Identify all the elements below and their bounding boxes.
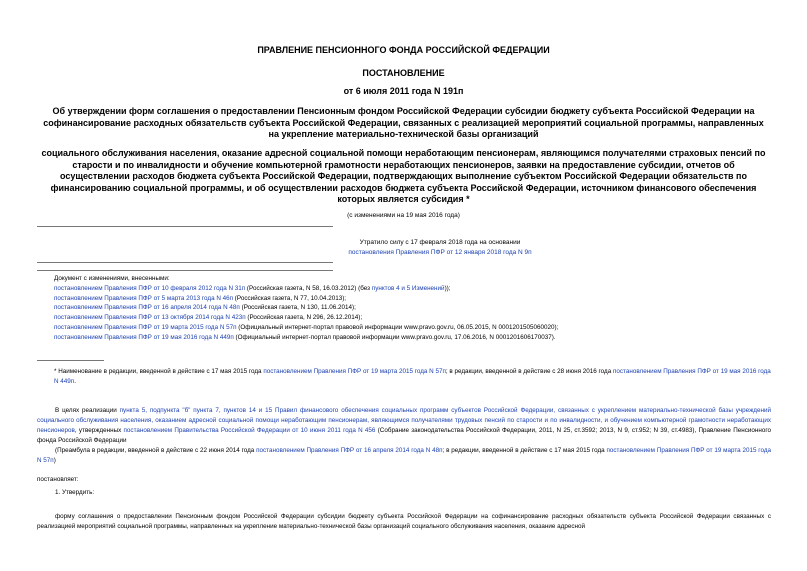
editor-source: (Российская газета, N 58, 16.03.2012) (без bbox=[245, 284, 372, 292]
changes-note: (с изменениями на 19 мая 2016 года) bbox=[347, 212, 460, 219]
paragraph-text: , утвержденных bbox=[74, 427, 124, 434]
editor-source: (Российская газета, N 296, 26.12.2014); bbox=[245, 314, 363, 322]
footnote-text: . bbox=[74, 377, 76, 385]
editor-source: (Официальный интернет-портал правовой информации www.pravo.gov.ru, 17.06.2016, N 0001201606170037). bbox=[233, 333, 556, 341]
editor-source: (Российская газета, N 77, 10.04.2013); bbox=[233, 294, 347, 302]
editor-link[interactable]: постановлением Правления ПФР от 16 апреля 2014 года N 48п bbox=[54, 304, 240, 312]
edit-link[interactable]: постановлением Правления ПФР от 19 марта 2015 года N 57п bbox=[37, 447, 772, 464]
editors-heading: Документ с изменениями, внесенными: bbox=[54, 275, 170, 282]
rules-link[interactable]: пункта 5, подпункта "б" пункта 7, пунктов 14 и 15 Правил финансового обеспечения социальных программ субъектов Российской Федерации, связанных с укреплением материально-технической базы учреждений социального обслуживания населения, оказанием адресной социальной помощи неработающим пенсионерам, являющимся получателями трудовых пенсий по старости и по инвалидности, и обучением компьютерной грамотности неработающих пенсионеров bbox=[37, 407, 771, 434]
list-item bbox=[54, 323, 794, 333]
editor-link[interactable]: постановлением Правления ПФР от 19 марта 2015 года N 57п bbox=[54, 323, 237, 331]
approve-item: 1. Утвердить: bbox=[55, 489, 95, 496]
approved-form-paragraph: форму соглашения о предоставлении Пенсионным фондом Российской Федерации субсидии бюджету субъекта Российской Федерации на софинансирование расходных обязательств субъекта Российской Федерации связанных с реализацией мероприятий социальной программы, направленных на укрепление материально-технической базы организаций социального обслуживания населения, оказание адресной bbox=[37, 513, 771, 530]
editor-source: (Российская газета, N 130, 11.06.2014); bbox=[239, 304, 356, 312]
list-item bbox=[54, 294, 794, 304]
footnote-text: ; в редакции, введенной в действие с 28 июня 2016 года bbox=[445, 368, 613, 375]
divider bbox=[37, 262, 333, 263]
list-item bbox=[54, 284, 794, 294]
document-type: ПОСТАНОВЛЕНИЕ bbox=[362, 68, 445, 78]
editor-link[interactable]: постановлением Правления ПФР от 13 октября 2014 года N 423п bbox=[54, 314, 246, 322]
footnote-divider bbox=[37, 360, 104, 361]
divider bbox=[37, 270, 333, 271]
edit-link[interactable]: постановлением Правления ПФР от 16 апреля 2014 года N 48п bbox=[256, 447, 443, 454]
list-item bbox=[54, 313, 794, 323]
paragraph-text: ) bbox=[53, 457, 56, 464]
footnote bbox=[54, 367, 774, 387]
paragraph-text: В целях реализации bbox=[55, 407, 120, 414]
expired-link[interactable]: постановления Правления ПФР от 12 января 2018 года N 9п bbox=[348, 248, 532, 256]
editor-link[interactable]: постановлением Правления ПФР от 5 марта 2013 года N 46п bbox=[54, 294, 234, 302]
expired-notice bbox=[290, 238, 590, 257]
preamble-paragraph bbox=[37, 406, 771, 446]
document-subtitle: социального обслуживания населения, оказание адресной социальной помощи неработающим пенсионерам, являющимся получателями страховых пенсий по старости и по инвалидности и обучение компьютерной грамотности неработающих пенсионеров, заявки на предоставление субсидии, отчетов об осуществлении расходов бюджета субъекта Российской Федерации, подтверждающих выполнение субъектом Российской Федерации обязательств по финансированию социальной программы, и об осуществлении расходов бюджета субъекта Российской Федерации, источником финансового обеспечения которых является субсидия * bbox=[41, 148, 766, 204]
editor-link[interactable]: постановлением Правления ПФР от 19 мая 2016 года N 449п bbox=[54, 333, 234, 341]
editor-link[interactable]: постановлением Правления ПФР от 10 февраля 2012 года N 31п bbox=[54, 284, 246, 292]
editor-tail: )); bbox=[444, 284, 451, 292]
footnote-link[interactable]: постановлением Правления ПФР от 19 мая 2016 года N 449п bbox=[54, 368, 771, 385]
list-item bbox=[54, 333, 794, 343]
paragraph-text: ; в редакции, введенной в действие с 17 мая 2015 года bbox=[442, 447, 607, 454]
document-date-number: от 6 июля 2011 года N 191п bbox=[343, 86, 464, 96]
editors-list bbox=[54, 274, 794, 343]
government-decree-link[interactable]: постановлением Правительства Российской Федерации от 10 июня 2011 года N 456 bbox=[123, 427, 376, 434]
paragraph-text: (Собрание законодательства Российской Федерации, 2011, N 25, ст.3592; 2013, N 9, ст.952; N 39, ст.4983), Правление Пенсионного фонда Российской Федерации bbox=[37, 427, 771, 444]
organization-heading: ПРАВЛЕНИЕ ПЕНСИОННОГО ФОНДА РОССИЙСКОЙ ФЕДЕРАЦИИ bbox=[257, 45, 550, 55]
divider bbox=[37, 226, 333, 227]
document-title: Об утверждении форм соглашения о предоставлении Пенсионным фондом Российской Федерации субсидии бюджету субъекта Российской Федерации на софинансирование расходных обязательств субъекта Российской Федерации, связанных с реализацией мероприятий социальной программы, направленных на укрепление материально-технической базы организаций bbox=[43, 106, 764, 139]
expired-text: Утратило силу с 17 февраля 2018 года на основании bbox=[359, 239, 521, 246]
footnote-link[interactable]: постановлением Правления ПФР от 19 марта 2015 года N 57п bbox=[263, 368, 446, 375]
paragraph-text: (Преамбула в редакции, введенной в действие с 22 июня 2014 года bbox=[55, 447, 257, 454]
preamble-edit-note bbox=[37, 446, 771, 466]
list-item bbox=[54, 303, 794, 313]
footnote-text: * Наименование в редакции, введенной в действие с 17 мая 2015 года bbox=[54, 368, 264, 375]
editor-link-secondary[interactable]: пунктов 4 и 5 Изменений bbox=[371, 284, 445, 292]
resolves-text: постановляет: bbox=[37, 476, 79, 483]
editor-source: (Официальный интернет-портал правовой информации www.pravo.gov.ru, 06.05.2015, N 0001201505060020); bbox=[236, 323, 559, 331]
